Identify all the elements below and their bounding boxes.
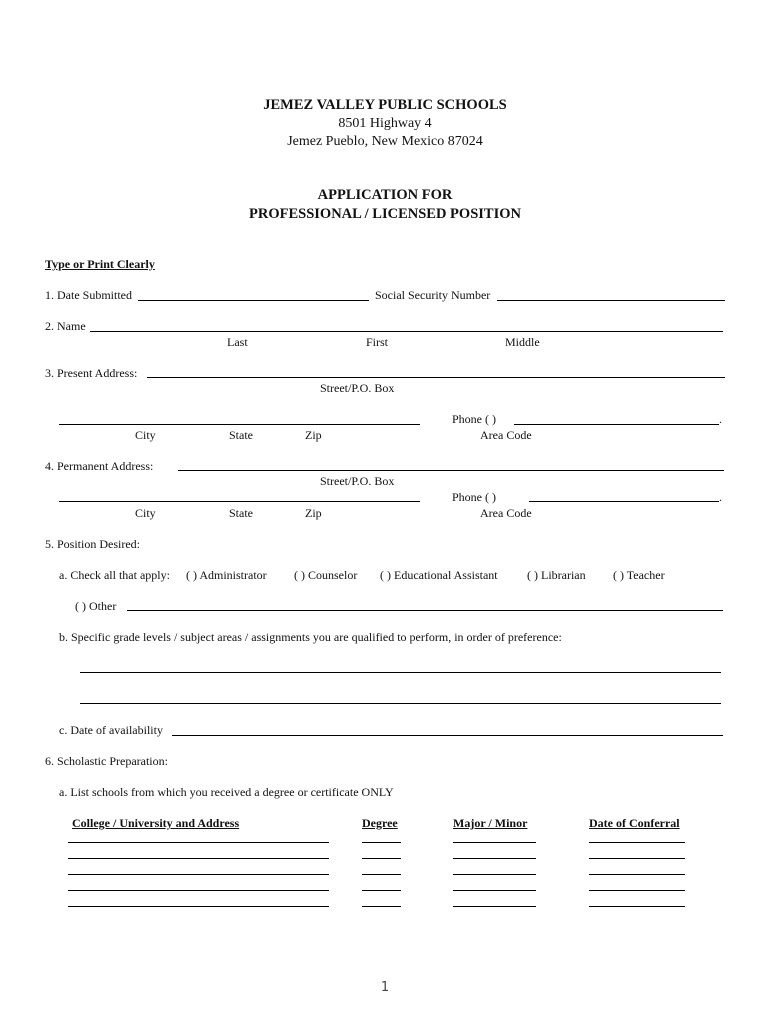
check-all-label: a. Check all that apply: [59, 568, 170, 582]
major-minor-field[interactable] [453, 906, 536, 907]
other-position-field[interactable] [127, 610, 723, 611]
permanent-city-caption: City [135, 506, 156, 520]
page-number: 1 [380, 980, 390, 995]
col-header-degree: Degree [362, 816, 398, 830]
major-minor-field[interactable] [453, 842, 536, 843]
permanent-zip-caption: Zip [305, 506, 322, 520]
college-field[interactable] [68, 906, 329, 907]
major-minor-field[interactable] [453, 858, 536, 859]
grade-levels-field-1[interactable] [80, 672, 721, 673]
college-field[interactable] [68, 858, 329, 859]
degree-field[interactable] [362, 906, 401, 907]
permanent-phone-label: Phone ( ) [452, 490, 496, 504]
college-field[interactable] [68, 842, 329, 843]
permanent-city-state-zip-field[interactable] [59, 501, 420, 502]
degree-field[interactable] [362, 890, 401, 891]
college-field[interactable] [68, 890, 329, 891]
date-submitted-label: 1. Date Submitted [45, 288, 132, 302]
list-schools-label: a. List schools from which you received a degree or certificate ONLY [59, 785, 394, 799]
name-middle-caption: Middle [505, 335, 540, 349]
grade-levels-label: b. Specific grade levels / subject areas / assignments you are qualified to perform, in order of preference: [59, 630, 562, 644]
conferral-field[interactable] [589, 842, 685, 843]
org-street: 8501 Highway 4 [338, 116, 432, 131]
present-zip-caption: Zip [305, 428, 322, 442]
permanent-address-field[interactable] [178, 470, 724, 471]
scholastic-label: 6. Scholastic Preparation: [45, 754, 168, 768]
form-title-line2: PROFESSIONAL / LICENSED POSITION [249, 206, 521, 222]
college-field[interactable] [68, 874, 329, 875]
permanent-address-label: 4. Permanent Address: [45, 459, 154, 473]
present-address-label: 3. Present Address: [45, 366, 138, 380]
permanent-phone-period: . [719, 490, 722, 504]
permanent-area-code-caption: Area Code [480, 506, 532, 520]
col-header-conferral: Date of Conferral [589, 816, 680, 830]
major-minor-field[interactable] [453, 874, 536, 875]
availability-label: c. Date of availability [59, 723, 163, 737]
name-label: 2. Name [45, 319, 86, 333]
form-title-line1: APPLICATION FOR [317, 187, 453, 203]
present-city-caption: City [135, 428, 156, 442]
degree-field[interactable] [362, 858, 401, 859]
present-address-field[interactable] [147, 377, 725, 378]
name-last-caption: Last [227, 335, 248, 349]
conferral-field[interactable] [589, 858, 685, 859]
permanent-state-caption: State [229, 506, 253, 520]
present-phone-period: . [719, 412, 722, 426]
position-desired-label: 5. Position Desired: [45, 537, 140, 551]
instructions: Type or Print Clearly [45, 257, 155, 271]
name-field[interactable] [90, 331, 723, 332]
option-teacher[interactable]: ( ) Teacher [613, 568, 665, 582]
conferral-field[interactable] [589, 890, 685, 891]
degree-field[interactable] [362, 874, 401, 875]
conferral-field[interactable] [589, 906, 685, 907]
major-minor-field[interactable] [453, 890, 536, 891]
conferral-field[interactable] [589, 874, 685, 875]
option-educational-assistant[interactable]: ( ) Educational Assistant [380, 568, 498, 582]
permanent-phone-field[interactable] [529, 501, 719, 502]
present-city-state-zip-field[interactable] [59, 424, 420, 425]
option-administrator[interactable]: ( ) Administrator [186, 568, 267, 582]
permanent-street-caption: Street/P.O. Box [320, 474, 395, 488]
present-phone-label: Phone ( ) [452, 412, 496, 426]
ssn-field[interactable] [497, 300, 725, 301]
present-area-code-caption: Area Code [480, 428, 532, 442]
grade-levels-field-2[interactable] [80, 703, 721, 704]
date-submitted-field[interactable] [138, 300, 369, 301]
org-name: JEMEZ VALLEY PUBLIC SCHOOLS [263, 97, 507, 113]
present-state-caption: State [229, 428, 253, 442]
option-librarian[interactable]: ( ) Librarian [527, 568, 586, 582]
present-street-caption: Street/P.O. Box [320, 381, 395, 395]
ssn-label: Social Security Number [375, 288, 491, 302]
option-other[interactable]: ( ) Other [75, 599, 117, 613]
availability-field[interactable] [172, 735, 723, 736]
name-first-caption: First [366, 335, 389, 349]
org-city: Jemez Pueblo, New Mexico 87024 [287, 134, 483, 149]
option-counselor[interactable]: ( ) Counselor [294, 568, 358, 582]
col-header-major-minor: Major / Minor [453, 816, 528, 830]
present-phone-field[interactable] [514, 424, 719, 425]
degree-field[interactable] [362, 842, 401, 843]
col-header-college: College / University and Address [72, 816, 240, 830]
